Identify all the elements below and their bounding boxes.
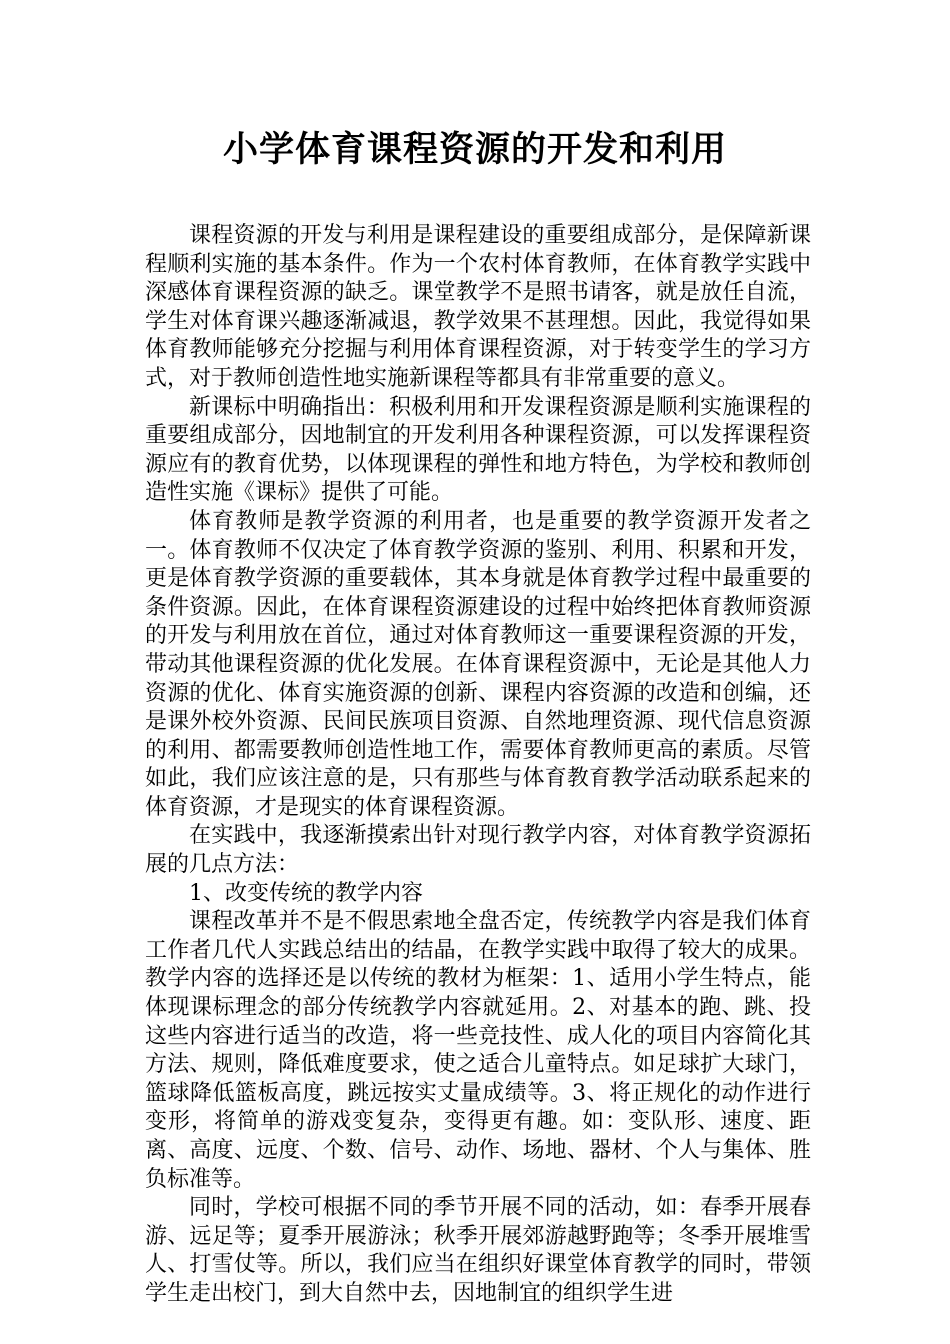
document-body xyxy=(145,222,811,1309)
paragraph: 同时，学校可根据不同的季节开展不同的活动，如：春季开展春游、远足等；夏季开展游泳；秋季开展郊游越野跑等；冬季开展堆雪人、打雪仗等。所以，我们应当在组织好课堂体育教学的同时，带领学生走出校门，到大自然中去，因地制宜的组织学生进 xyxy=(145,1195,811,1306)
section-heading: 1、改变传统的教学内容 xyxy=(189,880,423,906)
document-title: 小学体育课程资源的开发和利用 xyxy=(222,130,727,170)
paragraph: 体育教师是教学资源的利用者，也是重要的教学资源开发者之一。体育教师不仅决定了体育教学资源的鉴别、利用、积累和开发，更是体育教学资源的重要载体，其本身就是体育教学过程中最重要的条件资源。因此，在体育课程资源建设的过程中始终把体育教师资源的开发与利用放在首位，通过对体育教师这一重要课程资源的开发，带动其他课程资源的优化发展。在体育课程资源中，无论是其他人力资源的优化、体育实施资源的创新、课程内容资源的改造和创编，还是课外校外资源、民间民族项目资源、自然地理资源、现代信息资源的利用、都需要教师创造性地工作，需要体育教师更高的素质。尽管如此，我们应该注意的是，只有那些与体育教育教学活动联系起来的体育资源，才是现实的体育课程资源。 xyxy=(145,508,811,820)
paragraph: 在实践中，我逐渐摸索出针对现行教学内容，对体育教学资源拓展的几点方法： xyxy=(145,823,811,878)
paragraph: 课程资源的开发与利用是课程建设的重要组成部分，是保障新课程顺利实施的基本条件。作为一个农村体育教师，在体育教学实践中深感体育课程资源的缺乏。课堂教学不是照书请客，就是放任自流，学生对体育课兴趣逐渐减退，教学效果不甚理想。因此，我觉得如果体育教师能够充分挖掘与利用体育课程资源，对于转变学生的学习方式，对于教师创造性地实施新课程等都具有非常重要的意义。 xyxy=(145,223,811,391)
paragraph: 课程改革并不是不假思索地全盘否定，传统教学内容是我们体育工作者几代人实践总结出的结晶，在教学实践中取得了较大的成果。教学内容的选择还是以传统的教材为框架：1、适用小学生特点，能体现课标理念的部分传统教学内容就延用。2、对基本的跑、跳、投这些内容进行适当的改造，将一些竞技性、成人化的项目内容简化其方法、规则，降低难度要求，使之适合儿童特点。如足球扩大球门，篮球降低篮板高度，跳远按实丈量成绩等。3、将正规化的动作进行变形，将简单的游戏变复杂，变得更有趣。如：变队形、速度、距离、高度、远度、个数、信号、动作、场地、器材、个人与集体、胜负标准等。 xyxy=(145,909,811,1192)
paragraph: 新课标中明确指出：积极利用和开发课程资源是顺利实施课程的重要组成部分，因地制宜的开发利用各种课程资源，可以发挥课程资源应有的教育优势，以体现课程的弹性和地方特色，为学校和教师创造性实施《课标》提供了可能。 xyxy=(145,394,811,506)
